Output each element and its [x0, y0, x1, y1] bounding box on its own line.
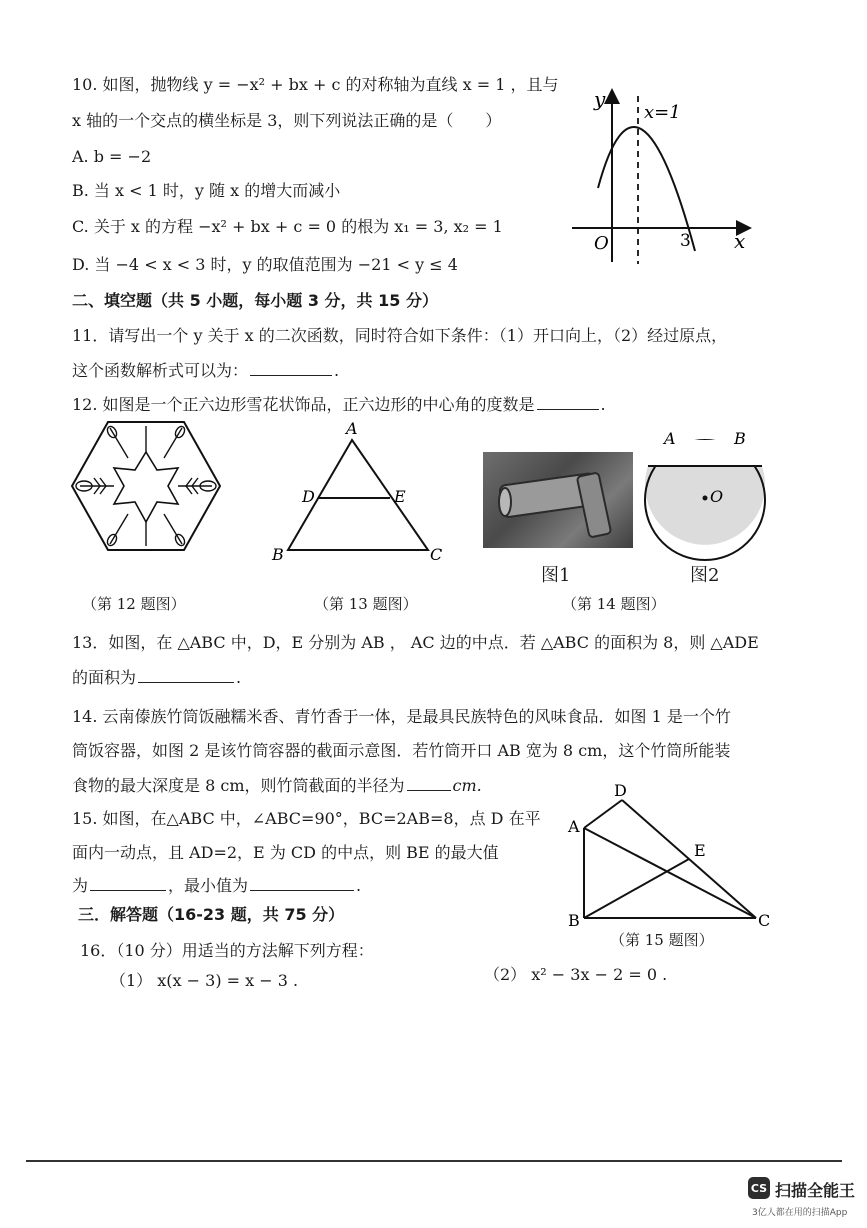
- q13-suffix: .: [236, 668, 242, 687]
- q16-title: 16．（10 分）用适当的方法解下列方程：: [80, 941, 374, 960]
- fig15-label-c: C: [758, 911, 771, 930]
- fig15-triangle: [562, 780, 782, 930]
- q10-option-d: D. 当 −4 < x < 3 时，y 的取值范围为 −21 < y ≤ 4: [72, 255, 458, 274]
- q14-suffix: cm.: [452, 776, 482, 795]
- q15-line1: 15. 如图，在△ABC 中，∠ABC=90°，BC=2AB=8，点 D 在平: [72, 809, 541, 828]
- fig14-label-b: B: [734, 429, 746, 448]
- fig14-bamboo-photo: [483, 452, 633, 548]
- q15-line2: 面内一动点，且 AD=2，E 为 CD 的中点，则 BE 的最大值: [72, 843, 499, 862]
- q11-prefix: 这个函数解析式可以为：: [72, 361, 249, 380]
- fig15-label-a: A: [568, 817, 580, 836]
- q10-option-a: A. b = −2: [72, 147, 152, 166]
- q13-answer-blank[interactable]: [138, 666, 234, 683]
- fig13-label-c: C: [430, 545, 443, 564]
- y-axis-label: y: [594, 87, 606, 111]
- footer-divider: [26, 1160, 842, 1162]
- fig13-caption: （第 13 题图）: [314, 595, 418, 613]
- q13-line1: 13．如图，在 △ABC 中，D，E 分别为 AB ， AC 边的中点．若 △ABC 的面积为 8，则 △ADE: [72, 633, 759, 652]
- q13-line2: [72, 666, 241, 689]
- fig13-triangle: [270, 420, 450, 570]
- q15-prefix: 为: [72, 876, 89, 895]
- q14-line2: 筒饭容器，如图 2 是该竹筒容器的截面示意图．若竹筒开口 AB 宽为 8 cm，这个竹筒所能装: [72, 741, 731, 760]
- fig13-label-b: B: [272, 545, 284, 564]
- q11-suffix: .: [334, 361, 340, 380]
- q14-answer-blank[interactable]: [407, 774, 451, 791]
- q10-line1: 10. 如图，抛物线 y = −x² + bx + c 的对称轴为直线 x = 1 ，且与: [72, 75, 559, 94]
- fig15-label-d: D: [614, 781, 627, 800]
- q16-part1: （1） x(x − 3) = x − 3 .: [110, 971, 299, 990]
- camscanner-logo-text: 扫描全能王: [775, 1181, 856, 1200]
- section-3-heading: 三．解答题（16-23 题，共 75 分）: [78, 905, 345, 924]
- x-axis-label: x: [734, 229, 746, 253]
- fig14-label-a: A: [664, 429, 676, 448]
- fig12-caption: （第 12 题图）: [82, 595, 186, 613]
- fig14-cross-section: [640, 426, 770, 566]
- fig14-label-o: O: [710, 487, 724, 506]
- q15-line3: [72, 874, 361, 897]
- fig15-caption: （第 15 题图）: [610, 931, 714, 949]
- filled-segment: [645, 466, 765, 545]
- camscanner-tagline: 3亿人都在用的扫描App: [752, 1208, 848, 1218]
- q15-mid: ，最小值为: [168, 876, 249, 895]
- segment-ad: [584, 800, 622, 828]
- fig13-label-e: E: [394, 487, 406, 506]
- q14-line3: [72, 774, 482, 797]
- q11-answer-blank[interactable]: [250, 359, 332, 376]
- fig13-label-d: D: [302, 487, 315, 506]
- q15-min-blank[interactable]: [250, 874, 354, 891]
- origin-label: O: [594, 233, 609, 254]
- symmetry-axis-label: x=1: [644, 102, 681, 123]
- fig13-label-a: A: [346, 420, 358, 438]
- inner-star: [114, 452, 178, 522]
- fig14-caption: （第 14 题图）: [562, 595, 666, 613]
- segment-be: [584, 859, 689, 918]
- q12-line: [72, 393, 606, 416]
- q10-parabola-graph: [570, 86, 760, 266]
- q12-suffix: .: [600, 395, 606, 414]
- camscanner-logo-icon: CS: [748, 1177, 770, 1199]
- q15-suffix: .: [356, 876, 362, 895]
- root-label: 3: [680, 231, 691, 251]
- q15-max-blank[interactable]: [90, 874, 166, 891]
- section-2-heading: 二、填空题（共 5 小题，每小题 3 分，共 15 分）: [72, 291, 438, 310]
- fig12-hexagon-snowflake: [70, 420, 222, 552]
- fig14-pic2-label: 图2: [690, 565, 720, 586]
- q11-line2: [72, 359, 339, 382]
- q11-line1: 11．请写出一个 y 关于 x 的二次函数，同时符合如下条件：（1）开口向上，（2）经过原点，: [72, 326, 728, 345]
- center-point: [703, 496, 708, 501]
- fig14-pic1-label: 图1: [541, 565, 571, 586]
- q12-text: 12. 如图是一个正六边形雪花状饰品，正六边形的中心角的度数是: [72, 395, 535, 414]
- q14-line1: 14. 云南傣族竹筒饭融糯米香、青竹香于一体，是最具民族特色的风味食品．如图 1 是一个竹: [72, 707, 731, 726]
- q16-part2: （2） x² − 3x − 2 = 0 .: [484, 965, 668, 984]
- q10-option-b: B. 当 x < 1 时，y 随 x 的增大而减小: [72, 181, 341, 200]
- q14-prefix: 食物的最大深度是 8 cm，则竹筒截面的半径为: [72, 776, 405, 795]
- q10-option-c: C. 关于 x 的方程 −x² + bx + c = 0 的根为 x₁ = 3, x₂ = 1: [72, 217, 503, 236]
- fig15-label-e: E: [694, 841, 706, 860]
- q10-line2: x 轴的一个交点的横坐标是 3，则下列说法正确的是（ ）: [72, 111, 502, 130]
- fig15-label-b: B: [568, 911, 580, 930]
- q13-prefix: 的面积为: [72, 668, 137, 687]
- q12-answer-blank[interactable]: [537, 393, 599, 410]
